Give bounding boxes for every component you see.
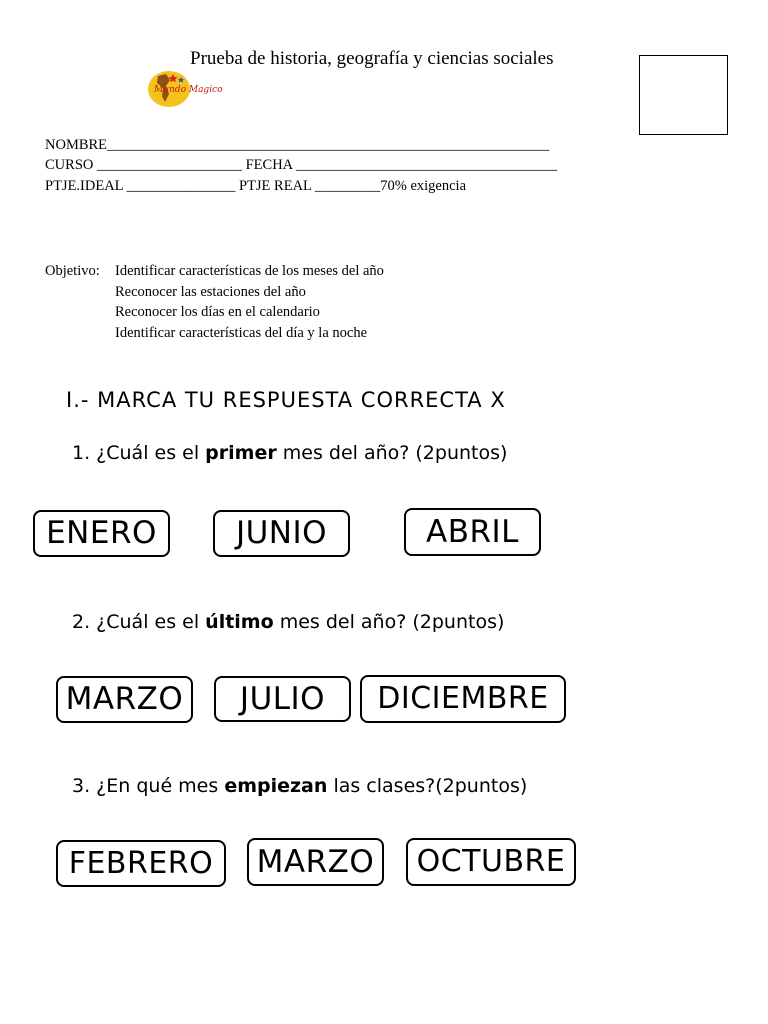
objective-item: Identificar características del día y la noche [115, 324, 368, 341]
school-logo-icon [146, 68, 223, 108]
section-title: I.- MARCA TU RESPUESTA CORRECTA X [66, 388, 506, 412]
answer-option-junio[interactable]: JUNIO [213, 510, 350, 557]
question-keyword: último [205, 611, 274, 633]
exigency-label: 70% exigencia [380, 178, 467, 194]
answer-option-diciembre[interactable]: DICIEMBRE [360, 675, 566, 723]
question-text: mes del año? (2puntos) [273, 611, 505, 633]
question-text: 2. ¿Cuál es el [72, 611, 206, 633]
question-keyword: primer [205, 442, 277, 464]
course-date-field-line[interactable]: CURSO ____________________ FECHA ____________________________________ [45, 157, 557, 173]
objective-label: Objetivo: [45, 263, 100, 279]
objective-item: Reconocer los días en el calendario [115, 304, 320, 320]
question-text: mes del año? (2puntos) [276, 442, 508, 464]
answer-option-febrero[interactable]: FEBRERO [56, 840, 226, 887]
score-fields: PTJE.IDEAL _______________ PTJE REAL _________ [45, 178, 381, 194]
answer-option-marzo[interactable]: MARZO [56, 676, 193, 723]
question-3 [72, 775, 527, 797]
objective-item: Reconocer las estaciones del año [115, 283, 306, 300]
objective-block [45, 261, 384, 343]
question-text: 3. ¿En qué mes [72, 775, 225, 797]
logo-text: Mundo Magico [154, 85, 223, 95]
page-title: Prueba de historia, geografía y ciencias sociales [190, 48, 554, 69]
question-1 [72, 442, 507, 464]
answer-option-julio[interactable]: JULIO [214, 676, 351, 722]
name-field-line[interactable]: NOMBRE_____________________________________________________________ [45, 137, 550, 153]
question-keyword: empiezan [224, 775, 328, 797]
answer-option-enero[interactable]: ENERO [33, 510, 170, 557]
question-text: 1. ¿Cuál es el [72, 442, 206, 464]
score-box[interactable] [639, 55, 728, 135]
answer-option-octubre[interactable]: OCTUBRE [406, 838, 576, 886]
answer-option-abril[interactable]: ABRIL [404, 508, 541, 556]
question-2 [72, 611, 504, 633]
question-text: las clases?(2puntos) [327, 775, 528, 797]
score-field-line[interactable] [45, 179, 466, 194]
answer-option-marzo-clases[interactable]: MARZO [247, 838, 384, 886]
objective-item: Identificar características de los meses del año [115, 263, 384, 279]
